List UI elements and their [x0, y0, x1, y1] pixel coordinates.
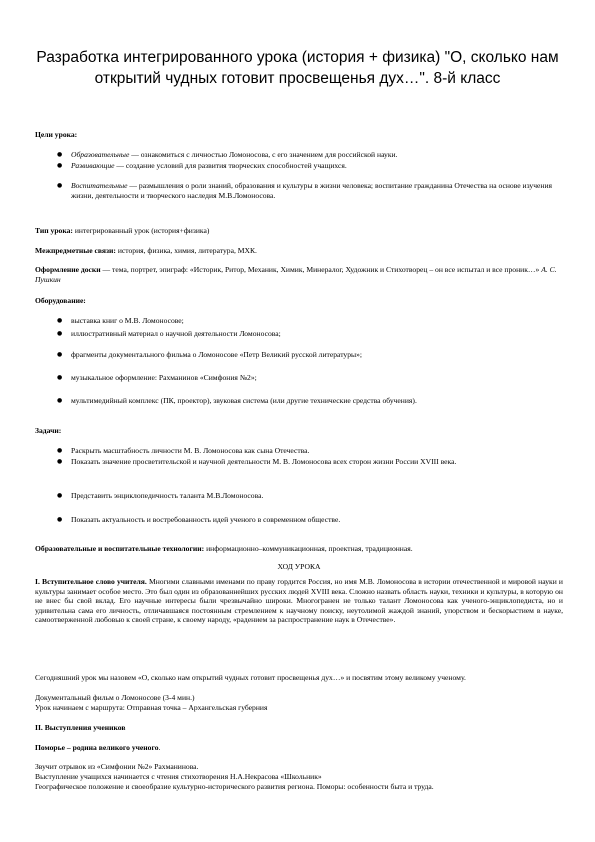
section-intro-route: Урок начинаем с маршрута: Отправная точка – Архангельская губерния — [35, 703, 268, 712]
list-item: ● Воспитательные — размышления о роли знаний, образования и культуры в жизни человека; воспитание гражданина Отечества на основе изучения жизни, деятельности и творческого наследия М.В.Ломоносова. — [57, 181, 553, 200]
list-item: ● иллюстративный материал о научной деятельности Ломоносова; — [57, 329, 281, 338]
tasks-list — [35, 446, 563, 525]
bullet-icon: ● — [57, 317, 63, 324]
technologies: Образовательные и воспитательные технологии: информационно–коммуникационная, проектная, традиционная. — [35, 544, 413, 553]
bullet-icon: ● — [57, 458, 63, 465]
section-intro: I. Вступительное слово учителя. Многими славными именами по праву гордится Россия, но имя М.В. Ломоносова в истории отечественной и мировой науки и культуры занимает особое место. Это был один из образованнейших русских людей XVIII века. Сложно назвать область науки, техники и культуры, в которую он не внес бы свой вклад. Его научные интересы были чрезвычайно широки. Многогранен не только талант Ломоносова как ученого-энциклопедиста, но и удивительна сама его личность, отличавшаяся постоянным стремлением к научному поиску, неутолимой жаждой знаний, упорством и бескорыстием в науке, самоотверженной любовью к своей стране, к своему народу, «радением за распространение наук в Отечестве». — [35, 577, 563, 625]
list-item: ● выставка книг о М.В. Ломоносове; — [57, 316, 184, 325]
list-item: ● Раскрыть масштабность личности М. В. Ломоносова как сына Отечества. — [57, 446, 310, 455]
section-speeches-line: Звучит отрывок из «Симфонии №2» Рахманинова. — [35, 762, 199, 771]
list-item: ● Показать актуальность и востребованность идей ученого в современном обществе. — [57, 515, 341, 524]
bullet-icon: ● — [57, 351, 63, 358]
list-item: ● фрагменты документального фильма о Ломоносове «Петр Великий русской литературы»; — [57, 350, 363, 359]
section-speeches-line: Выступление учащихся начинается с чтения стихотворения Н.А.Некрасова «Школьник» — [35, 772, 322, 781]
bullet-icon: ● — [57, 397, 63, 404]
list-item: ● Развивающие — создание условий для развития творческих способностей учащихся. — [57, 161, 347, 170]
bullet-icon: ● — [57, 162, 63, 169]
goals-heading: Цели урока: — [35, 130, 78, 139]
board-design: Оформление доски — тема, портрет, эпиграф: «Историк, Ритор, Механик, Химик, Минералог, Художник и Стихотворец – он все испытал и все проник…» А. С. Пушкин — [35, 265, 557, 284]
bullet-icon: ● — [57, 330, 63, 337]
goals-list — [35, 150, 563, 200]
list-item: ● музыкальное оформление: Рахманинов «Симфония №2»; — [57, 373, 257, 382]
bullet-icon: ● — [57, 492, 63, 499]
interdisciplinary-links: Межпредметные связи: история, физика, химия, литература, МХК. — [35, 246, 257, 255]
list-item: ● мультимедийный комплекс (ПК, проектор), звуковая система (или другие технические средства обучения). — [57, 396, 417, 405]
section-speeches-sub: Поморье – родина великого ученого. — [35, 743, 161, 752]
bullet-icon: ● — [57, 182, 63, 189]
bullet-icon: ● — [57, 516, 63, 523]
course-heading: ХОД УРОКА — [277, 562, 321, 571]
section-speeches-heading: II. Выступления учеников — [35, 723, 126, 732]
section-speeches-line: Географическое положение и своеобразие культурно-исторического развития региона. Поморы: особенности быта и труда. — [35, 782, 434, 791]
bullet-icon: ● — [57, 151, 63, 158]
section-intro-film: Документальный фильм о Ломоносове (3-4 мин.) — [35, 693, 195, 702]
list-item: ● Образовательные — ознакомиться с личностью Ломоносова, с его значением для российской науки. — [57, 150, 398, 159]
list-item: ● Представить энциклопедичность таланта М.В.Ломоносова. — [57, 491, 264, 500]
equipment-list — [35, 316, 563, 406]
equipment-heading: Оборудование: — [35, 296, 86, 305]
section-intro-line: Сегодняшний урок мы назовем «О, сколько нам открытий чудных готовит просвещенья дух…» и посвятим этому великому ученому. — [35, 673, 466, 682]
list-item: ● Показать значение просветительской и научной деятельности М. В. Ломоносова всех сторон жизни России XVIII века. — [57, 457, 457, 466]
document-title: Разработка интегрированного урока (история + физика) "О, сколько нам открытий чудных готовит просвещенья дух…". 8-й класс — [36, 49, 559, 87]
tasks-heading: Задачи: — [35, 426, 62, 435]
bullet-icon: ● — [57, 374, 63, 381]
lesson-type: Тип урока: интегрированный урок (история+физика) — [35, 226, 210, 235]
bullet-icon: ● — [57, 447, 63, 454]
